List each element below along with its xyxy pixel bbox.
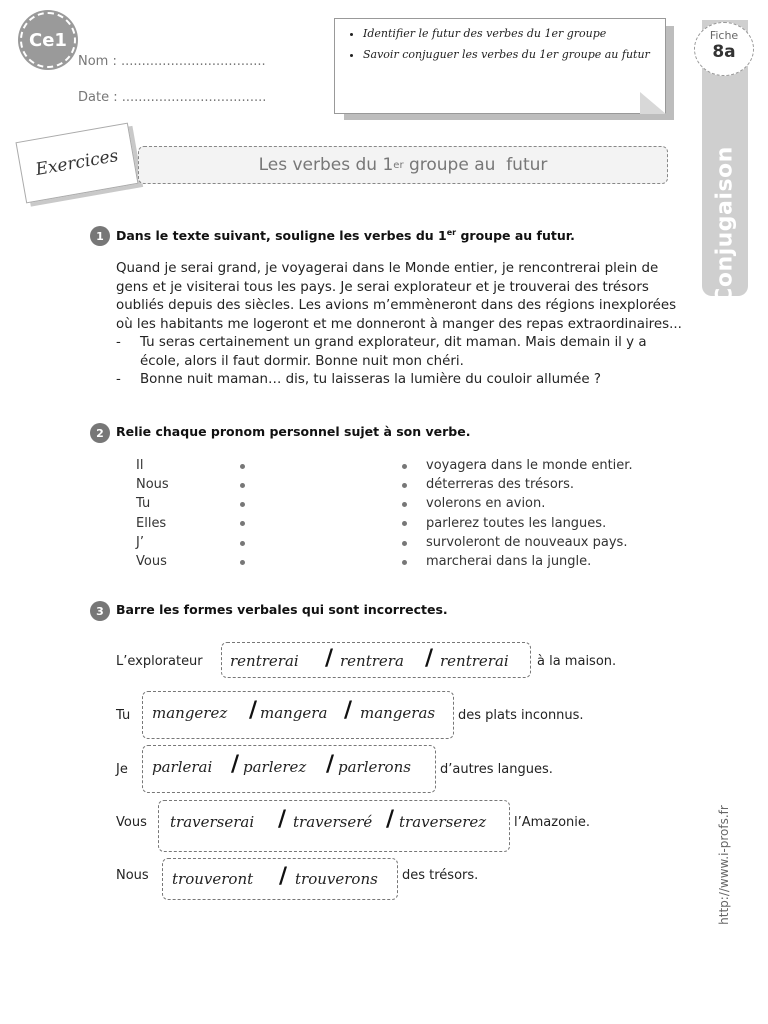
link-dot-right[interactable] bbox=[402, 483, 407, 488]
link-dot-right[interactable] bbox=[402, 464, 407, 469]
row-subject: Je bbox=[116, 762, 128, 777]
link-dot-left[interactable] bbox=[240, 521, 245, 526]
verb-ending: déterreras des trésors. bbox=[426, 477, 575, 493]
exercise-3-number: 3 bbox=[90, 601, 110, 621]
slash-separator: / bbox=[325, 646, 334, 671]
pronoun: Tu bbox=[136, 496, 151, 512]
row-rest: des trésors. bbox=[402, 868, 479, 883]
row-rest: l’Amazonie. bbox=[514, 815, 591, 830]
pronoun: J’ bbox=[136, 534, 144, 550]
exercise-1-number: 1 bbox=[90, 226, 110, 246]
page-title bbox=[138, 146, 668, 184]
row-subject: L’explorateur bbox=[116, 654, 203, 669]
verb-choice[interactable]: rentrerai bbox=[440, 652, 509, 670]
exercise-1-instruction bbox=[116, 228, 575, 243]
verb-choice[interactable]: rentrera bbox=[340, 652, 404, 670]
verb-ending: volerons en avion. bbox=[426, 496, 546, 512]
subject-label: Conjugaison bbox=[712, 146, 738, 304]
link-dot-left[interactable] bbox=[240, 560, 245, 565]
verb-choice[interactable]: parlerai bbox=[152, 758, 213, 776]
slash-separator: / bbox=[386, 807, 395, 832]
verb-choice[interactable]: parlerons bbox=[338, 758, 411, 776]
link-dot-left[interactable] bbox=[240, 464, 245, 469]
verb-choice[interactable]: mangera bbox=[260, 704, 328, 722]
slash-separator: / bbox=[249, 698, 258, 723]
verb-choice[interactable]: mangerez bbox=[152, 704, 228, 722]
slash-separator: / bbox=[425, 646, 434, 671]
row-rest: des plats inconnus. bbox=[458, 708, 584, 723]
verb-choice[interactable]: traverserai bbox=[170, 813, 255, 831]
verb-ending: survoleront de nouveaux pays. bbox=[426, 534, 628, 550]
fiche-number: 8a bbox=[712, 42, 736, 62]
pronoun: Il bbox=[136, 458, 144, 473]
row-subject: Nous bbox=[116, 868, 149, 883]
verb-choice[interactable]: mangeras bbox=[360, 704, 436, 722]
story-paragraph: Quand je serai grand, je voyagerai dans le Monde entier, je rencontrerai plein de gens et je visiterai tous les pays. Je serai explorateur et je trouverai des trésors oubliés depuis des siècles. Les avions m’emmèneront dans des régions inexplorées où les habitants me logeront et me donneront à manger des repas extraordinaires... bbox=[116, 261, 682, 332]
slash-separator: / bbox=[344, 698, 353, 723]
row-rest: d’autres langues. bbox=[440, 762, 553, 777]
exercise-3-instruction: Barre les formes verbales qui sont incorrectes. bbox=[116, 602, 448, 617]
slash-separator: / bbox=[326, 752, 335, 777]
verb-choice[interactable]: traverserez bbox=[399, 813, 487, 831]
pronoun-list bbox=[136, 456, 169, 571]
level-badge bbox=[20, 12, 76, 68]
dialog-line-2: - Bonne nuit maman… dis, tu laisseras la lumière du couloir allumée ? bbox=[116, 371, 684, 390]
title-sup: er bbox=[393, 159, 404, 171]
link-dot-left[interactable] bbox=[240, 502, 245, 507]
objectives-note bbox=[334, 18, 666, 114]
exercices-label: Exercices bbox=[34, 145, 120, 181]
name-field: Nom : ................................... bbox=[78, 54, 266, 69]
slash-separator: / bbox=[278, 807, 287, 832]
title-part-2: groupe au futur bbox=[403, 155, 548, 175]
verb-choice[interactable]: rentrerai bbox=[230, 652, 299, 670]
link-dot-left[interactable] bbox=[240, 483, 245, 488]
pronoun: Vous bbox=[136, 554, 167, 570]
exercise-1-text bbox=[116, 260, 684, 390]
pronoun: Nous bbox=[136, 477, 169, 493]
verb-choice[interactable]: traverseré bbox=[293, 813, 373, 831]
exercise-2-instruction: Relie chaque pronom personnel sujet à son verbe. bbox=[116, 424, 471, 439]
row-rest: à la maison. bbox=[537, 654, 617, 669]
link-dot-right[interactable] bbox=[402, 521, 407, 526]
row-subject: Vous bbox=[116, 815, 147, 830]
page-fold bbox=[640, 92, 666, 114]
verb-choice[interactable]: parlerez bbox=[243, 758, 307, 776]
link-dot-right[interactable] bbox=[402, 502, 407, 507]
fiche-label: Fiche bbox=[709, 29, 739, 42]
link-dot-right[interactable] bbox=[402, 541, 407, 546]
verb-ending: parlerez toutes les langues. bbox=[426, 515, 607, 531]
dialog-line-1: - Tu seras certainement un grand explorateur, dit maman. Mais demain il y a école, alors il faut dormir. Bonne nuit mon chéri. bbox=[116, 334, 684, 371]
verb-ending: marcherai dans la jungle. bbox=[426, 554, 592, 570]
objective-2: • Savoir conjuguer les verbes du 1er groupe au futur bbox=[363, 46, 665, 63]
exercise-2-number: 2 bbox=[90, 423, 110, 443]
ex1-instr-b: groupe au futur. bbox=[456, 228, 575, 244]
ex1-instr-sup: er bbox=[446, 228, 457, 237]
objective-1: • Identifier le futur des verbes du 1er groupe bbox=[363, 25, 665, 42]
level-badge-label: Ce1 bbox=[29, 29, 67, 51]
verb-list bbox=[426, 456, 633, 571]
verb-ending: voyagera dans le monde entier. bbox=[426, 458, 633, 473]
title-part-1: Les verbes du 1 bbox=[258, 155, 394, 175]
link-dot-left[interactable] bbox=[240, 541, 245, 546]
date-field: Date : ................................... bbox=[78, 90, 267, 105]
row-subject: Tu bbox=[116, 708, 131, 723]
source-url: http://www.i-profs.fr bbox=[717, 805, 731, 925]
slash-separator: / bbox=[279, 864, 288, 889]
subject-label-box bbox=[690, 146, 760, 304]
verb-choice[interactable]: trouverons bbox=[295, 870, 378, 888]
verb-choice[interactable]: trouveront bbox=[172, 870, 254, 888]
link-dot-right[interactable] bbox=[402, 560, 407, 565]
fiche-badge bbox=[694, 22, 754, 76]
source-url-box bbox=[704, 790, 744, 940]
exercices-card bbox=[15, 123, 138, 204]
slash-separator: / bbox=[231, 752, 240, 777]
pronoun: Elles bbox=[136, 515, 167, 531]
ex1-instr-a: Dans le texte suivant, souligne les verbes du 1 bbox=[116, 228, 447, 244]
